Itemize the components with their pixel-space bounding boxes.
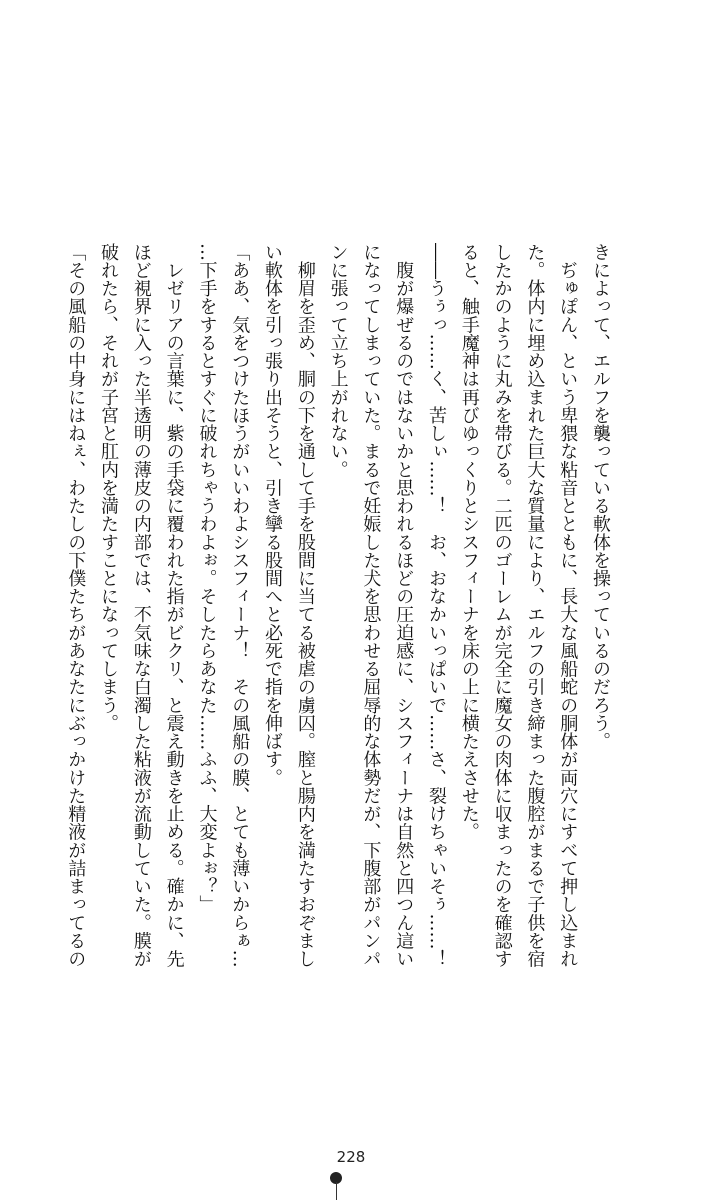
text-column: た。体内に埋め込まれた巨大な質量により、エルフの引き締まった腹腔がまるで子供を宿: [524, 243, 546, 968]
text-column: になってしまっていた。まるで妊娠した犬を思わせる屈辱的な体勢だが、下腹部がパンパ: [360, 243, 382, 968]
text-column: ンに張って立ち上がれない。: [327, 243, 349, 479]
text-column: 「その風船の中身にはねぇ、わたしの下僕たちがあなたにぶっかけた精液が詰まってるの: [65, 243, 87, 968]
text-column: 柳眉を歪め、胴の下を通して手を股間に当てる被虐の虜囚。膣と腸内を満たすおぞまし: [294, 243, 316, 968]
text-column: レゼリアの言葉に、紫の手袋に覆われた指がビクリ、と震え動きを止める。確かに、先: [163, 243, 185, 968]
text-column: ほど視界に入った半透明の薄皮の内部では、不気味な白濁した粘液が流動していた。膜が: [130, 243, 152, 968]
text-column: ――うぅっ……く、苦しぃ……！ お、おなかいっぱいで……さ、裂けちゃいそぅ……！: [426, 243, 448, 968]
text-column: ると、触手魔神は再びゆっくりとシスフィーナを床の上に横たえさせた。: [458, 243, 480, 841]
text-column: 腹が爆ぜるのではないかと思われるほどの圧迫感に、シスフィーナは自然と四つん這い: [393, 243, 415, 968]
text-column: い軟体を引っ張り出そうと、引き攣る股間へと必死で指を伸ばす。: [262, 243, 284, 787]
text-column: 破れたら、それが子宮と肛内を満たすことになってしまう。: [98, 243, 120, 733]
text-column: したかのように丸みを帯びる。二匹のゴーレムが完全に魔女の肉体に収まったのを確認す: [491, 243, 513, 968]
text-column: 「ああ、気をつけたほうがいいわよシスフィーナ！ その風船の膜、とても薄いからぁ…: [229, 243, 251, 968]
vertical-text-body: [58, 243, 616, 983]
text-column: ぢゅぽん、という卑猥な粘音とともに、長大な風船蛇の胴体が両穴にすべて押し込まれ: [557, 243, 579, 968]
folio-line-ornament: [336, 1182, 337, 1200]
text-column: きによって、エルフを襲っている軟体を操っているのだろう。: [590, 243, 611, 751]
page-number: 228: [336, 1148, 366, 1166]
text-column: …下手をするとすぐに破れちゃうわよぉ。そしたらあなた……ふふ、大変よぉ？」: [196, 243, 218, 914]
